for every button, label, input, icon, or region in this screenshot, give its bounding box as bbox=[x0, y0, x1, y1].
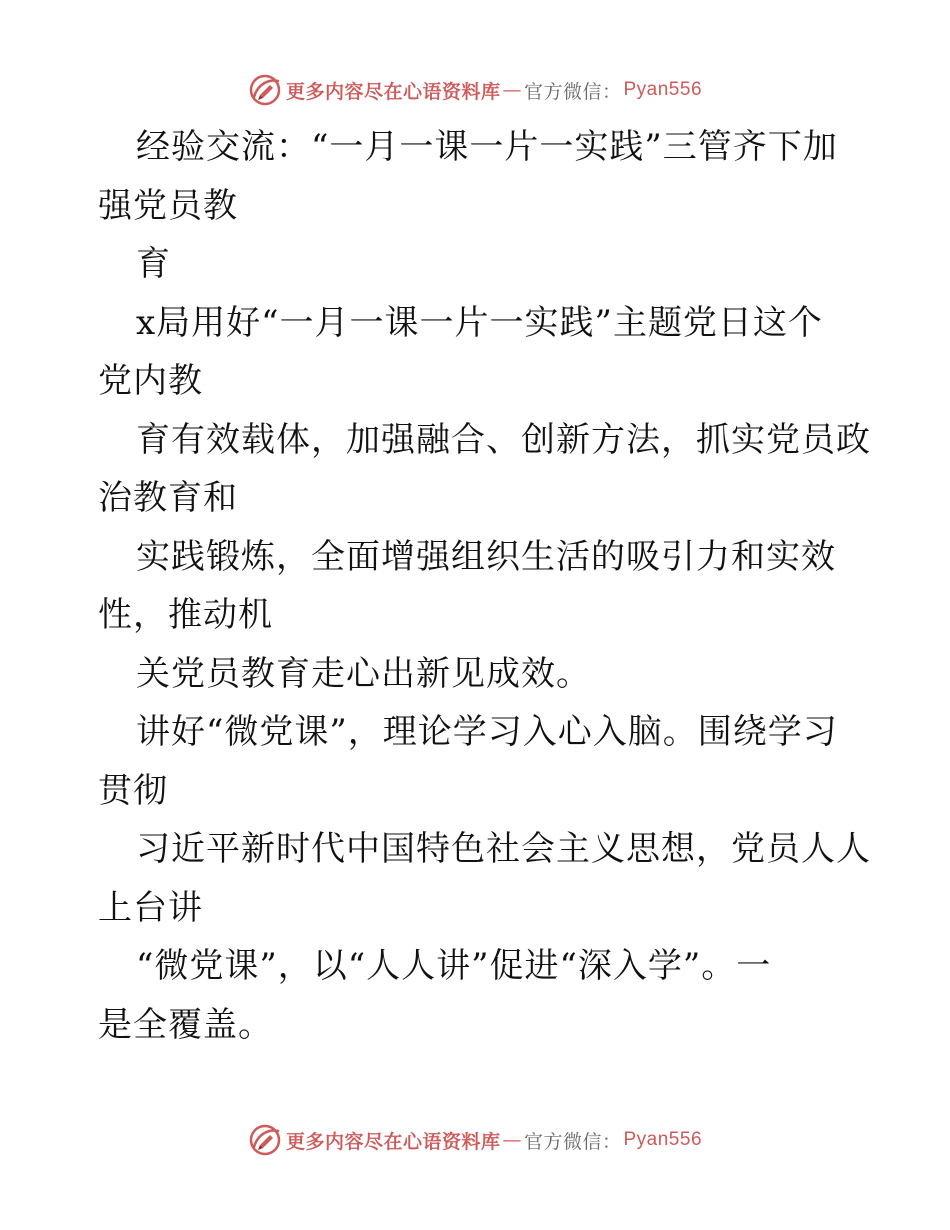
text-line: 习近平新时代中国特色社会主义思想，党员人人 bbox=[136, 829, 871, 869]
header-watermark bbox=[0, 70, 950, 110]
watermark-label: 官方微信： bbox=[523, 80, 622, 103]
watermark-dash: — bbox=[502, 79, 522, 101]
watermark-dash: — bbox=[502, 1129, 522, 1151]
text-line: x局用好“一月一课一片一实践”主题党日这个 bbox=[136, 302, 823, 343]
footer-watermark bbox=[0, 1120, 950, 1160]
watermark-main-text: 更多内容尽在心语资料库 bbox=[285, 80, 501, 103]
watermark-wechat-id: Pyan556 bbox=[623, 79, 703, 100]
text-line: 上台讲 bbox=[98, 887, 203, 928]
watermark-label: 官方微信： bbox=[523, 1130, 622, 1153]
document-body bbox=[98, 118, 871, 1054]
text-line: 关党员教育走心出新见成效。 bbox=[136, 653, 591, 694]
text-line: 育有效载体，加强融合、创新方法，抓实党员政 bbox=[136, 419, 871, 460]
text-line: 性，推动机 bbox=[98, 595, 273, 635]
text-line: 讲好“微党课”，理论学习入心入脑。围绕学习 bbox=[136, 712, 838, 752]
text-line: “微党课”，以“人人讲”促进“深入学”。一 bbox=[136, 946, 772, 986]
text-line: 贯彻 bbox=[98, 770, 168, 811]
text-line: 是全覆盖。 bbox=[98, 1004, 273, 1045]
watermark-main-text: 更多内容尽在心语资料库 bbox=[285, 1130, 501, 1153]
text-line: 育 bbox=[136, 244, 171, 284]
text-line: 实践锻炼，全面增强组织生活的吸引力和实效 bbox=[136, 536, 836, 577]
text-line: 经验交流：“一月一课一片一实践”三管齐下加 bbox=[136, 127, 838, 167]
text-line: 强党员教 bbox=[98, 185, 238, 226]
text-line: 党内教 bbox=[98, 361, 203, 401]
watermark-wechat-id: Pyan556 bbox=[623, 1129, 703, 1150]
text-line: 治教育和 bbox=[98, 478, 238, 518]
pen-logo-icon bbox=[248, 73, 282, 107]
pen-logo-icon bbox=[248, 1123, 282, 1157]
